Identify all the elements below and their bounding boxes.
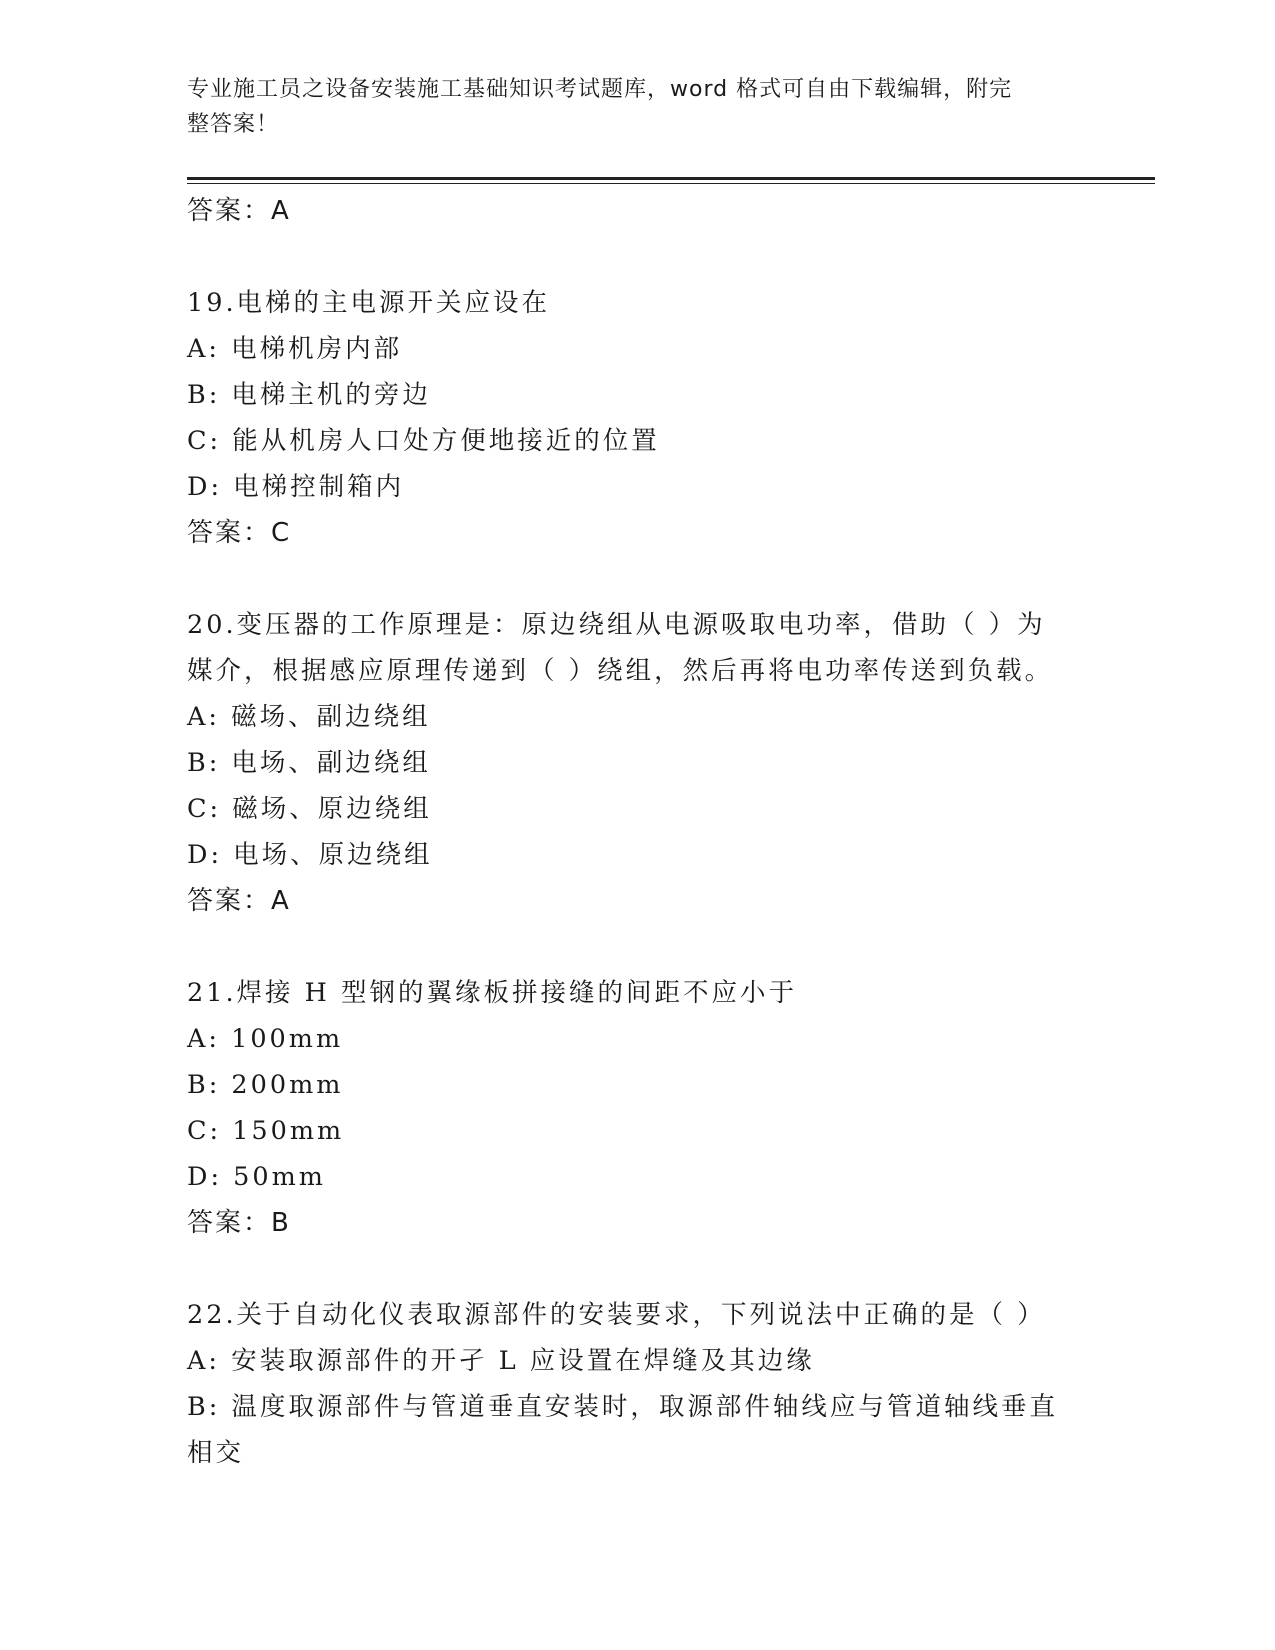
option-b: B: 电梯主机的旁边 bbox=[187, 380, 431, 410]
option-d: D: 电梯控制箱内 bbox=[187, 472, 405, 502]
option-b-line-2: 相交 bbox=[187, 1438, 245, 1468]
option-a: A: 100mm bbox=[187, 1024, 344, 1054]
question-stem: 21.焊接 H 型钢的翼缘板拼接缝的间距不应小于 bbox=[187, 978, 798, 1008]
question-21 bbox=[187, 970, 1087, 1246]
spacer bbox=[187, 234, 1087, 280]
spacer bbox=[187, 1246, 1087, 1292]
question-stem-line-1: 20.变压器的工作原理是：原边绕组从电源吸取电功率，借助（ ）为 bbox=[187, 610, 1046, 640]
answer-line: 答案：A bbox=[187, 886, 291, 916]
option-b: B: 电场、副边绕组 bbox=[187, 748, 431, 778]
option-a: A: 电梯机房内部 bbox=[187, 334, 403, 364]
question-19 bbox=[187, 280, 1087, 556]
option-d: D: 50mm bbox=[187, 1162, 326, 1192]
option-c: C: 能从机房人口处方便地接近的位置 bbox=[187, 426, 660, 456]
header-divider-thin bbox=[187, 183, 1155, 184]
header-divider-thick bbox=[187, 177, 1155, 180]
header-title-line-1: 专业施工员之设备安装施工基础知识考试题库，word 格式可自由下载编辑，附完 bbox=[187, 77, 1013, 102]
option-a: A: 磁场、副边绕组 bbox=[187, 702, 431, 732]
option-c: C: 磁场、原边绕组 bbox=[187, 794, 432, 824]
answer-line: 答案：C bbox=[187, 518, 292, 548]
spacer bbox=[187, 556, 1087, 602]
question-list bbox=[187, 188, 1087, 1476]
document-header bbox=[187, 72, 1077, 142]
question-stem: 22.关于自动化仪表取源部件的安装要求，下列说法中正确的是（ ） bbox=[187, 1300, 1046, 1330]
question-stem: 19.电梯的主电源开关应设在 bbox=[187, 288, 551, 318]
option-b-line-1: B: 温度取源部件与管道垂直安装时，取源部件轴线应与管道轴线垂直 bbox=[187, 1392, 1058, 1422]
option-a: A: 安装取源部件的开孑 L 应设置在焊缝及其边缘 bbox=[187, 1346, 815, 1376]
question-stem-line-2: 媒介，根据感应原理传递到（ ）绕组，然后再将电功率传送到负载。 bbox=[187, 656, 1054, 686]
answer-line: 答案：B bbox=[187, 1208, 291, 1238]
spacer bbox=[187, 924, 1087, 970]
option-b: B: 200mm bbox=[187, 1070, 344, 1100]
question-22 bbox=[187, 1292, 1087, 1476]
previous-answer: 答案：A bbox=[187, 196, 291, 226]
question-20 bbox=[187, 602, 1087, 924]
option-d: D: 电场、原边绕组 bbox=[187, 840, 433, 870]
option-c: C: 150mm bbox=[187, 1116, 345, 1146]
header-title-line-2: 整答案！ bbox=[187, 112, 280, 137]
